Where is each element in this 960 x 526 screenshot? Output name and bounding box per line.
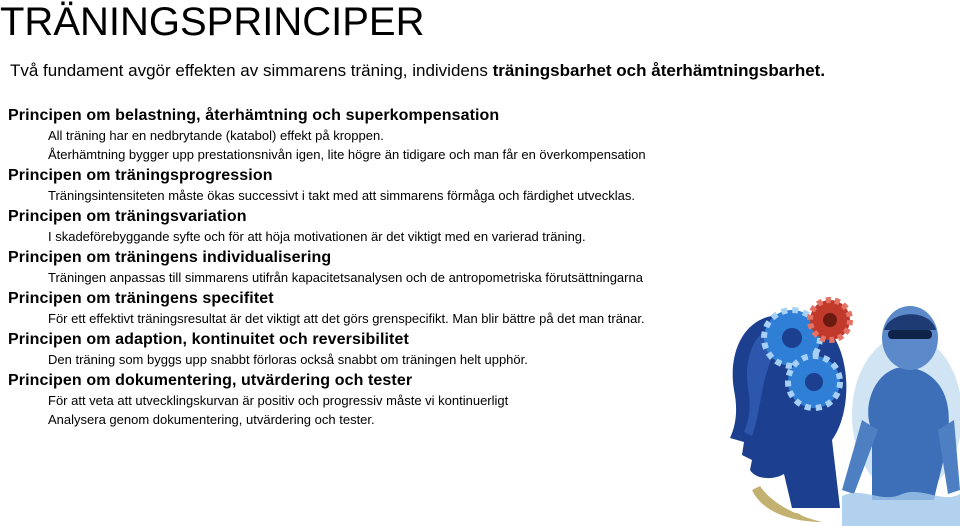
principle-heading: Principen om dokumentering, utvärdering och tester [8,372,413,389]
principle-heading: Principen om träningens individualisering [8,249,332,266]
principle-load-recovery [8,106,728,164]
principle-heading: Principen om träningsprogression [8,167,273,184]
principle-progression [8,166,728,205]
principle-heading: Principen om adaption, kontinuitet och reversibilitet [8,331,409,348]
principle-heading: Principen om belastning, återhämtning och superkompensation [8,107,500,124]
principle-text: Analysera genom dokumentering, utvärdering och tester. [48,412,375,427]
principle-text: Den träning som byggs upp snabbt förloras också snabbt om träningen helt upphör. [48,352,528,367]
principle-specificity [8,289,728,328]
principles-list [8,106,728,429]
swimmer-brain-illustration [722,290,960,526]
principle-individualisation [8,248,728,287]
principle-text: För ett effektivt träningsresultat är det viktigt att det görs grenspecifikt. Man blir bättre på det man tränar. [48,311,645,326]
page-title: TRÄNINGSPRINCIPER [0,0,425,44]
principle-variation [8,207,728,246]
gear-icon [788,356,840,408]
principle-text: Återhämtning bygger upp prestationsnivån igen, lite högre än tidigare och man får en överkompensation [48,147,646,162]
principle-adaption [8,330,728,369]
principle-text: Träningen anpassas till simmarens utifrån kapacitetsanalysen och de antropometriska förutsättningarna [48,270,643,285]
swimmer-icon [842,306,960,526]
gear-icon [810,300,850,340]
principle-text: För att veta att utvecklingskurvan är positiv och progressiv måste vi kontinuerligt [48,393,509,408]
intro-text-plain: Två fundament avgör effekten av simmarens träning, individens [10,61,493,80]
principle-heading: Principen om träningens specifitet [8,290,274,307]
principle-text: Träningsintensiteten måste ökas successivt i takt med att simmarens förmåga och färdighet utvecklas. [48,188,635,203]
principle-documentation [8,371,728,429]
principle-heading: Principen om träningsvariation [8,208,247,225]
intro-text-bold: träningsbarhet och återhämtningsbarhet. [492,61,826,80]
intro-text [10,60,825,82]
principle-text: All träning har en nedbrytande (katabol) effekt på kroppen. [48,128,384,143]
principle-text: I skadeförebyggande syfte och för att höja motivationen är det viktigt med en varierad träning. [48,229,586,244]
